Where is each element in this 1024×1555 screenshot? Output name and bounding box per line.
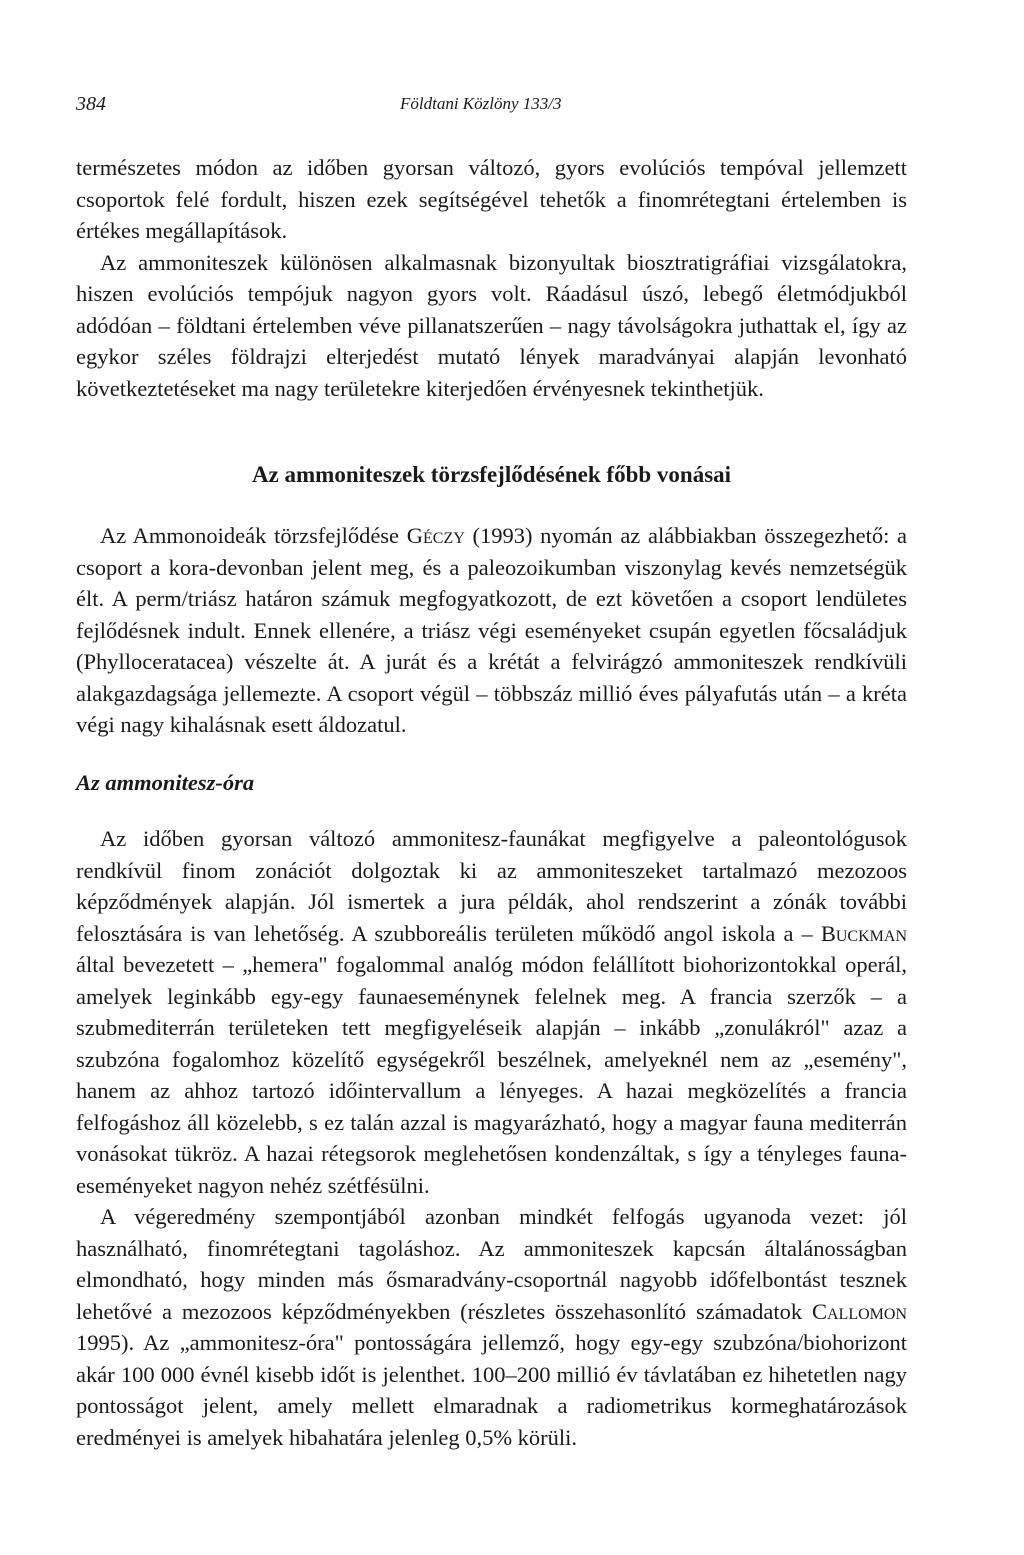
- subsection-text: [76, 823, 907, 1453]
- paragraph-text: által bevezetett – „hemera" fogalommal analóg módon felállított biohorizontokkal operál, amelyek leginkább egy-egy faunaeseménynek felelnek meg. A francia szerzők – a szubmediterrán területeken tett megfigyeléseik alapján – inkább „zonulákról" azaz a szubzóna fogalomhoz közelítő egységekről beszélnek, amelyeknél nem az „esemény", hanem az ahhoz tartozó időintervallum a lényeges. A hazai megközelítés a francia felfogáshoz áll közelebb, s ez talán azzal is magyarázható, hogy a magyar fauna mediterrán vonásokat tükröz. A hazai rétegsorok meglehetősen kondenzáltak, s így a tényleges fauna-eseményeket nagyon nehéz szétfésülni.: [76, 952, 907, 1198]
- page-number: 384: [76, 93, 106, 115]
- author-citation: Callomon: [812, 1298, 907, 1324]
- author-citation: Buckman: [820, 920, 907, 946]
- journal-title: Földtani Közlöny 133/3: [400, 94, 562, 113]
- paragraph-text: A végeredmény szempontjából azonban mindkét felfogás ugyanoda vezet: jól használható, finomrétegtani tagoláshoz. Az ammoniteszek kapcsán általánosságban elmondható, hogy minden más ősmaradvány-csoportnál nagyobb időfelbontást tesznek lehetővé a mezozoos képződményekben (részletes összehasonlító számadatok: [76, 1204, 907, 1324]
- intro-paragraph: Az ammoniteszek különösen alkalmasnak bizonyultak biosztratigráfiai vizsgálatokra, hiszen evolúciós tempójuk nagyon gyors volt. Ráadásul úszó, lebegő életmódjukból adódóan – földtani értelemben véve pillanatszerűen – nagy távolságokra juthattak el, így az egykor széles földrajzi elterjedést mutató lények maradványai alapján levonható következtetéseket ma nagy területekre kiterjedően érvényesnek tekinthetjük.: [76, 249, 907, 401]
- subsection-heading: Az ammonitesz-óra: [76, 770, 255, 795]
- paragraph-text: (1993) nyomán az alábbiakban összegezhető: a csoport a kora-devonban jelent meg, és a paleozoikumban viszonylag kevés nemzetségük élt. A perm/triász határon számuk megfogyatkozott, de ezt követően a csoport lendületes fejlődésnek indult. Ennek ellenére, a triász végi eseményeket csupán egyetlen főcsaládjuk (Phylloceratacea) vészelte át. A jurát és a krétát a felvirágzó ammoniteszek rendkívüli alakgazdagsága jellemezte. A csoport végül – többszáz millió éves pályafutás után – a kréta végi nagy kihalásnak esett áldozatul.: [76, 523, 907, 737]
- section-paragraph: [76, 520, 907, 741]
- subsection-paragraph: [76, 823, 907, 1201]
- running-head: [76, 93, 907, 119]
- author-citation: Géczy: [406, 523, 465, 548]
- paragraph-text: Az időben gyorsan változó ammonitesz-faunákat megfigyelve a paleontológusok rendkívül finom zonációt dolgoztak ki az ammoniteszeket tartalmazó mezozoos képződmények alapján. Jól ismertek a jura példák, ahol rendszerint a zónák további felosztására is van lehetőség. A szubboreális területen működő angol iskola a –: [76, 826, 907, 946]
- intro-text: [76, 152, 907, 404]
- section-text: [76, 520, 907, 741]
- subsection-paragraph: [76, 1201, 907, 1453]
- paragraph-text: 1995). Az „ammonitesz-óra" pontosságára jellemző, hogy egy-egy szubzóna/biohorizont akár 100 000 évnél kisebb időt is jelenthet. 100–200 millió év távlatában ez hihetetlen nagy pontosságot jelent, amely mellett elmaradnak a radiometrikus kormeghatározások eredményei is amelyek hibahatára jelenleg 0,5% körüli.: [76, 1330, 907, 1450]
- paragraph-text: Az Ammonoideák törzsfejlődése: [100, 523, 407, 548]
- intro-paragraph: természetes módon az időben gyorsan változó, gyors evolúciós tempóval jellemzett csoportok felé fordult, hiszen ezek segítségével tehetők a finomrétegtani értelemben is értékes megállapítások.: [76, 155, 907, 243]
- section-heading: Az ammoniteszek törzsfejlődésének főbb vonásai: [251, 462, 732, 487]
